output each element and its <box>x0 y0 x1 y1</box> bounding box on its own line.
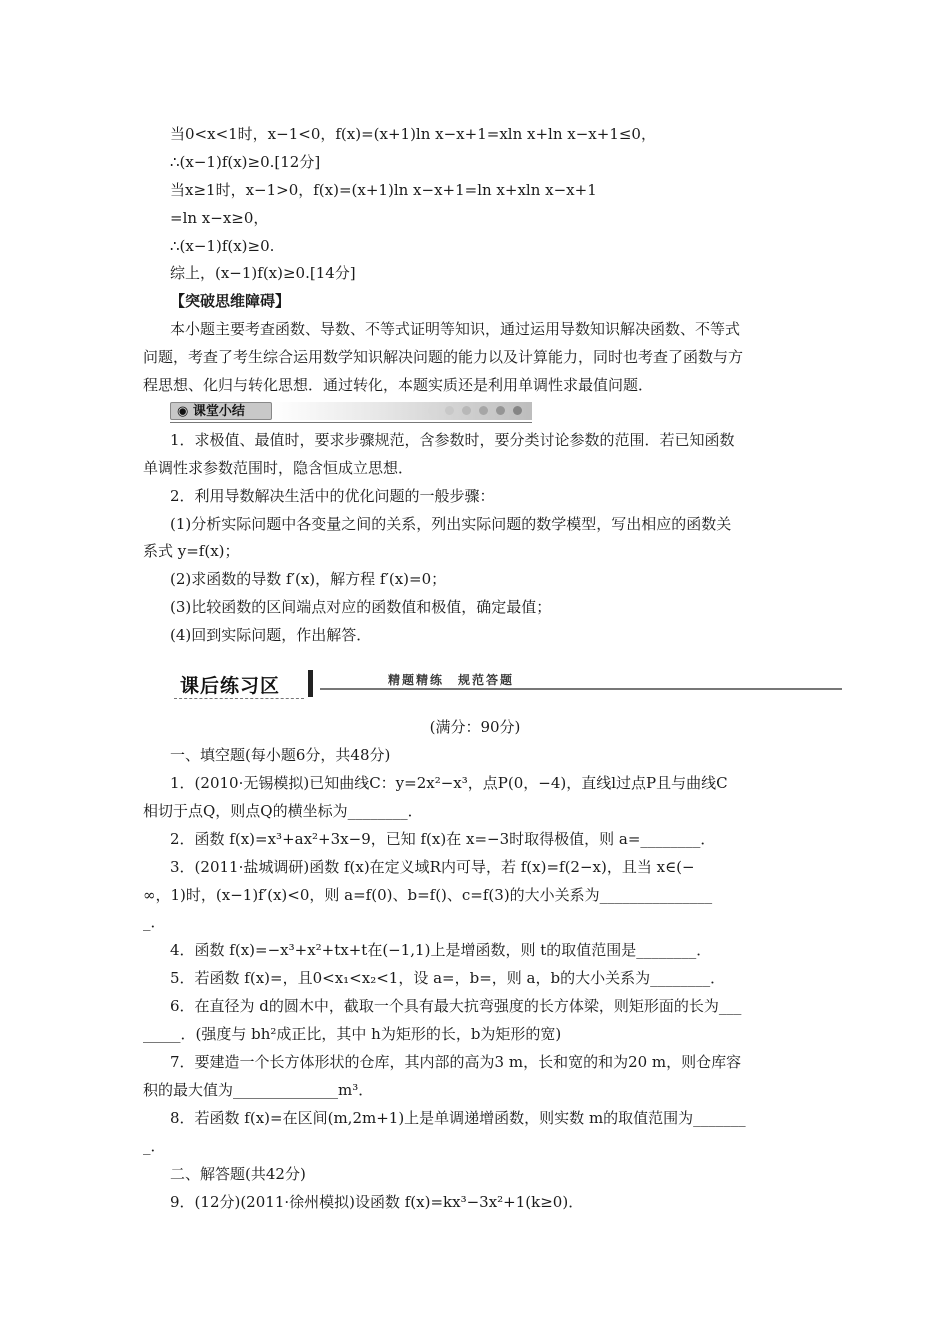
practice-line-9: 5．若函数 f(x)=，且0<x₁<x₂<1，设 a=，b=，则 a，b的大小关系为________． <box>170 969 726 987</box>
practice-line-4: 2．函数 f(x)=x³+ax²+3x−9，已知 f(x)在 x=−3时取得极值，则 a=________． <box>170 830 716 848</box>
practice-line-6: ∞，1)时，(x−1)f′(x)<0，则 a=f(0)、b=f()、c=f(3)的大小关系为_______________ <box>143 886 713 904</box>
banner-dots <box>428 406 522 416</box>
summary-line-8: (4)回到实际问题，作出解答． <box>170 626 372 644</box>
dot-icon <box>445 406 454 415</box>
dot-icon <box>496 406 505 415</box>
practice-line-5: 3．(2011·盐城调研)函数 f(x)在定义域R内可导，若 f(x)=f(2−x)，且当 x∈(− <box>170 858 695 876</box>
practice-line-7: _． <box>143 913 166 931</box>
proof-line-4: =ln x−x≥0， <box>170 209 269 227</box>
practice-line-12: 7．要建造一个长方体形状的仓库，其内部的高为3 m，长和宽的和为20 m，则仓库容 <box>170 1053 742 1071</box>
summary-line-7: (3)比较函数的区间端点对应的函数值和极值，确定最值； <box>170 598 552 616</box>
tupo-line-2: 问题，考查了考生综合运用数学知识解决问题的能力以及计算能力，同时也考查了函数与方 <box>143 348 744 366</box>
proof-line-6: 综上，(x−1)f(x)≥0.[14分] <box>170 264 356 282</box>
summary-banner-label: ◉ 课堂小结 <box>170 402 272 420</box>
practice-title-bar <box>308 670 313 697</box>
dot-icon <box>513 406 522 415</box>
proof-line-5: ∴(x−1)f(x)≥0. <box>170 237 275 255</box>
practice-line-8: 4．函数 f(x)=−x³+x²+tx+t在(−1,1)上是增函数，则 t的取值范围是________． <box>170 941 712 959</box>
practice-header-rule <box>320 688 842 690</box>
banner-gradient-bar <box>272 402 532 420</box>
practice-line-1: 一、填空题(每小题6分，共48分) <box>170 746 391 764</box>
dot-icon <box>479 406 488 415</box>
summary-line-1: 1．求极值、最值时，要求步骤规范，含参数时，要分类讨论参数的范围．若已知函数 <box>170 431 735 449</box>
practice-line-16: 二、解答题(共42分) <box>170 1165 306 1183</box>
practice-line-14: 8．若函数 f(x)=在区间(m,2m+1)上是单调递增函数，则实数 m的取值范围为_______ <box>170 1109 746 1127</box>
tupo-heading: 【突破思维障碍】 <box>170 292 291 310</box>
practice-line-2: 1．(2010·无锡模拟)已知曲线C：y=2x²−x³，点P(0，−4)，直线l过点P且与曲线C <box>170 774 728 792</box>
summary-line-3: 2．利用导数解决生活中的优化问题的一般步骤： <box>170 487 495 505</box>
practice-line-3: 相切于点Q，则点Q的横坐标为________． <box>143 802 423 820</box>
banner-underline <box>170 422 532 423</box>
summary-line-6: (2)求函数的导数 f′(x)，解方程 f′(x)=0； <box>170 570 447 588</box>
tupo-line-3: 程思想、化归与转化思想．通过转化，本题实质还是利用单调性求最值问题． <box>143 376 654 394</box>
summary-line-5: 系式 y=f(x)； <box>143 542 240 560</box>
practice-score: (满分：90分) <box>429 718 521 736</box>
practice-line-17: 9．(12分)(2011·徐州模拟)设函数 f(x)=kx³−3x²+1(k≥0)． <box>170 1193 584 1211</box>
practice-line-13: 积的最大值为______________m³． <box>143 1081 374 1099</box>
dot-icon <box>428 406 437 415</box>
proof-line-1: 当0<x<1时，x−1<0，f(x)=(x+1)ln x−x+1=xln x+ln x−x+1≤0， <box>170 125 656 143</box>
practice-subtitle: 精题精练 规范答题 <box>388 673 515 687</box>
practice-line-11: _____．(强度与 bh²成正比，其中 h为矩形的长，b为矩形的宽) <box>143 1025 562 1043</box>
dot-icon <box>462 406 471 415</box>
practice-title-underline <box>174 698 304 699</box>
practice-section-header <box>170 668 842 704</box>
practice-title: 课后练习区 <box>180 675 281 697</box>
summary-line-4: (1)分析实际问题中各变量之间的关系，列出实际问题的数学模型，写出相应的函数关 <box>170 515 732 533</box>
proof-line-2: ∴(x−1)f(x)≥0.[12分] <box>170 153 321 171</box>
proof-line-3: 当x≥1时，x−1>0，f(x)=(x+1)ln x−x+1=ln x+xln x−x+1 <box>170 181 597 199</box>
practice-line-15: _． <box>143 1137 166 1155</box>
tupo-line-1: 本小题主要考查函数、导数、不等式证明等知识，通过运用导数知识解决函数、不等式 <box>170 320 741 338</box>
practice-line-10: 6．在直径为 d的圆木中，截取一个具有最大抗弯强度的长方体梁，则矩形面的长为___ <box>170 997 742 1015</box>
summary-line-2: 单调性求参数范围时，隐含恒成立思想． <box>143 459 414 477</box>
summary-banner <box>170 402 532 420</box>
